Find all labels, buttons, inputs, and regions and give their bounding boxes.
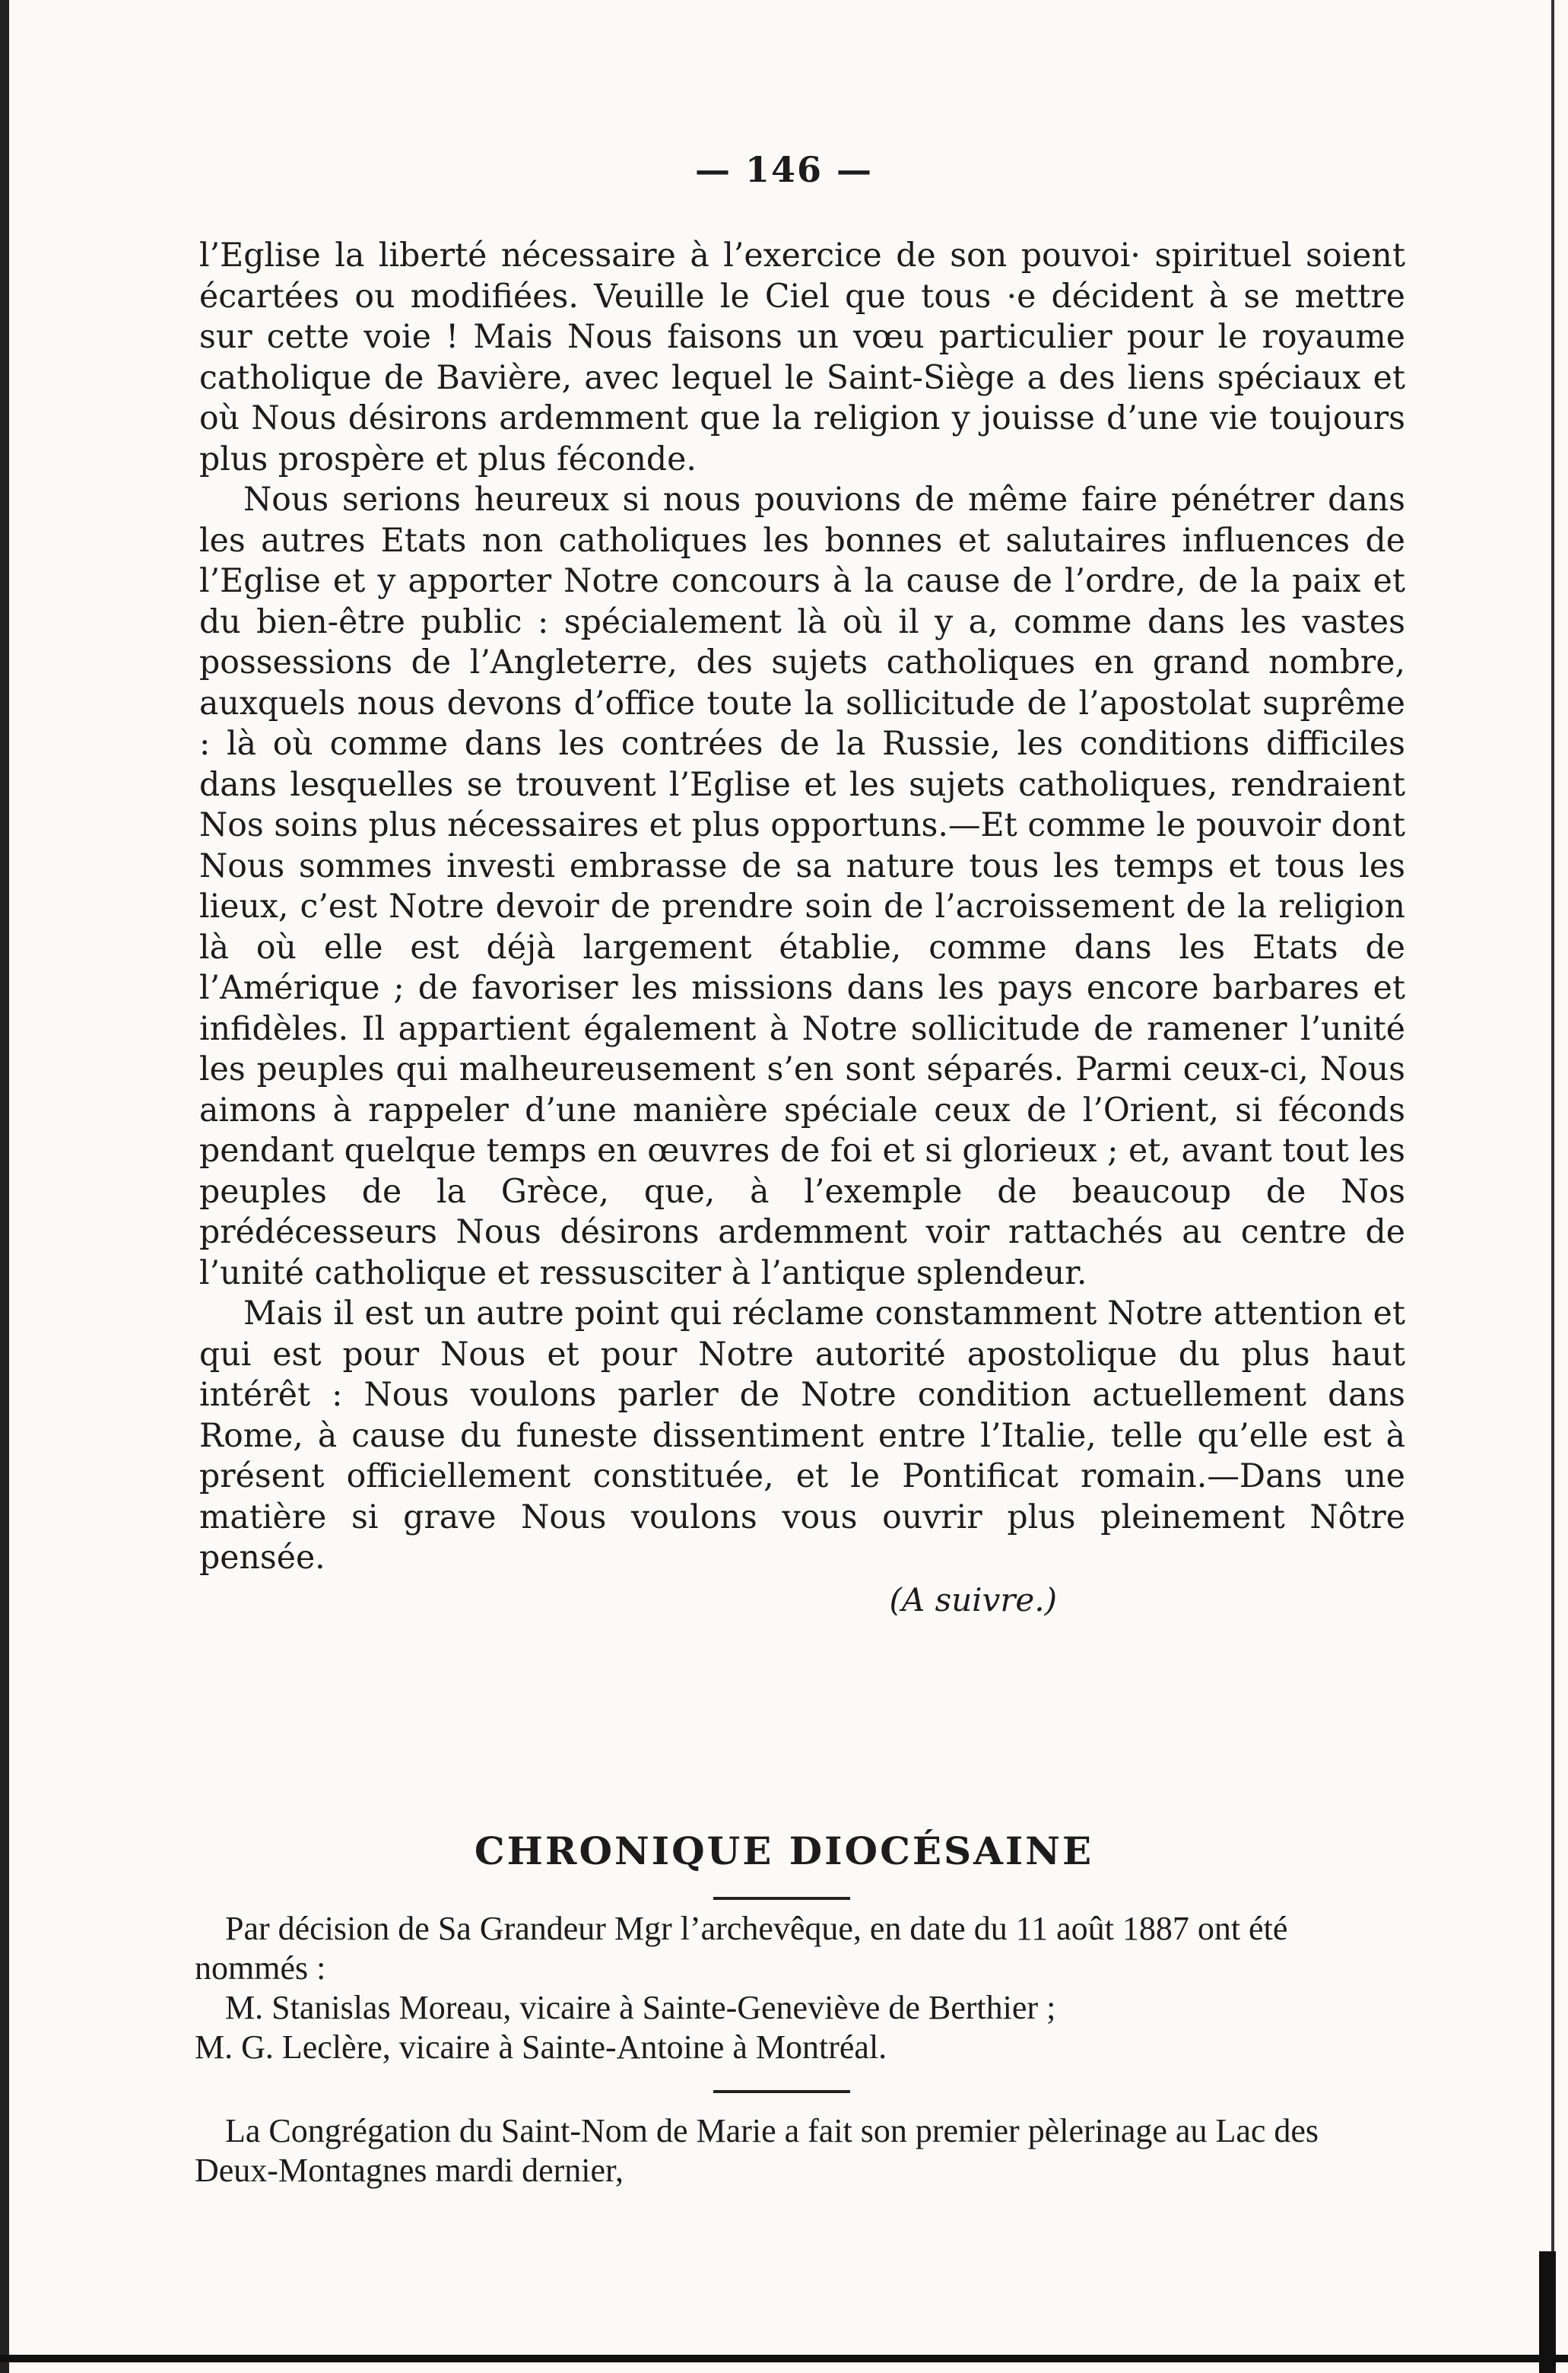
- decision-text: Par décision de Sa Grandeur Mgr l’archevêque, en date du 11 août 1887 ont été nommés :: [195, 1910, 1288, 1987]
- paragraph-condition-rome: Mais il est un autre point qui réclame constamment Notre attention et qui est pour Nous et pour Notre autorité apostolique du plus haut intérêt : Nous voulons parler de Notre condition actuellement dans Rome, à cause du funeste dissentiment entre l’Italie, telle qu’elle est à présent officiellement constituée, et le Pontificat romain.—Dans une matière si grave Nous voulons vous ouvrir plus pleinement Nôtre pensée.: [199, 1295, 1405, 1577]
- nomination-moreau: M. Stanislas Moreau, vicaire à Sainte-Geneviève de Berthier ;: [225, 1989, 1056, 2026]
- item-divider: [713, 2090, 850, 2093]
- chronique-nominations: [195, 1909, 1402, 2067]
- paragraph-etats-non-catholiques: Nous serions heureux si nous pouvions de même faire pénétrer dans les autres Etats non catholiques les bonnes et salutaires influences de l’Eglise et y apporter Notre concours à la cause de l’ordre, de la paix et du bien-être public : spécialement là où il y a, comme dans les vastes possessions de l’Angleterre, des sujets catholiques en grand nombre, auxquels nous devons d’office toute la sollicitude de l’apostolat suprême : là où comme dans les contrées de la Russie, les conditions difficiles dans lesquelles se trouvent l’Eglise et les sujets catholiques, rendraient Nos soins plus nécessaires et plus opportuns.—Et comme le pouvoir dont Nous sommes investi embrasse de sa nature tous les temps et tous les lieux, c’est Notre devoir de prendre soin de l’acroissement de la religion là où elle est déjà largement établie, comme dans les Etats de l’Amérique ; de favoriser les missions dans les pays encore barbares et infidèles. Il appartient également à Notre sollicitude de ramener l’unité les peuples qui malheureusement s’en sont séparés. Parmi ceux-ci, Nous aimons à rappeler d’une manière spéciale ceux de l’Orient, si féconds pendant quelque temps en œuvres de foi et si glorieux ; et, avant tout les peuples de la Grèce, que, à l’exemple de beaucoup de Nos prédécesseurs Nous désirons ardemment voir rattachés au centre de l’unité catholique et ressusciter à l’antique splendeur.: [199, 481, 1405, 1292]
- pelerinage-text: La Congrégation du Saint-Nom de Marie a fait son premier pèlerinage au Lac des Deux-Montagnes mardi dernier,: [195, 2112, 1319, 2189]
- scan-right-border: [1551, 0, 1554, 2373]
- nomination-leclere: M. G. Leclère, vicaire à Sainte-Antoine à Montréal.: [195, 2028, 887, 2066]
- section-divider: [713, 1897, 850, 1900]
- scan-bottom-border: [0, 2355, 1568, 2362]
- article-body: [199, 236, 1405, 1622]
- section-title: CHRONIQUE DIOCÉSAINE: [474, 1828, 1094, 1873]
- page-number: — 146 —: [694, 149, 874, 190]
- chronique-pelerinage: [195, 2111, 1402, 2190]
- a-suivre-note: (A suivre.): [889, 1580, 1057, 1619]
- paragraph-continuation: l’Eglise la liberté nécessaire à l’exercice de son pouvoi· spirituel soient écartées ou modifiées. Veuille le Ciel que tous ·e décident à se mettre sur cette voie ! Mais Nous faisons un vœu particulier pour le royaume catholique de Bavière, avec lequel le Saint-Siège a des liens spéciaux et où Nous désirons ardemment que la religion y jouisse d’une vie toujours plus prospère et plus féconde.: [199, 237, 1405, 478]
- scan-left-border: [0, 0, 9, 2373]
